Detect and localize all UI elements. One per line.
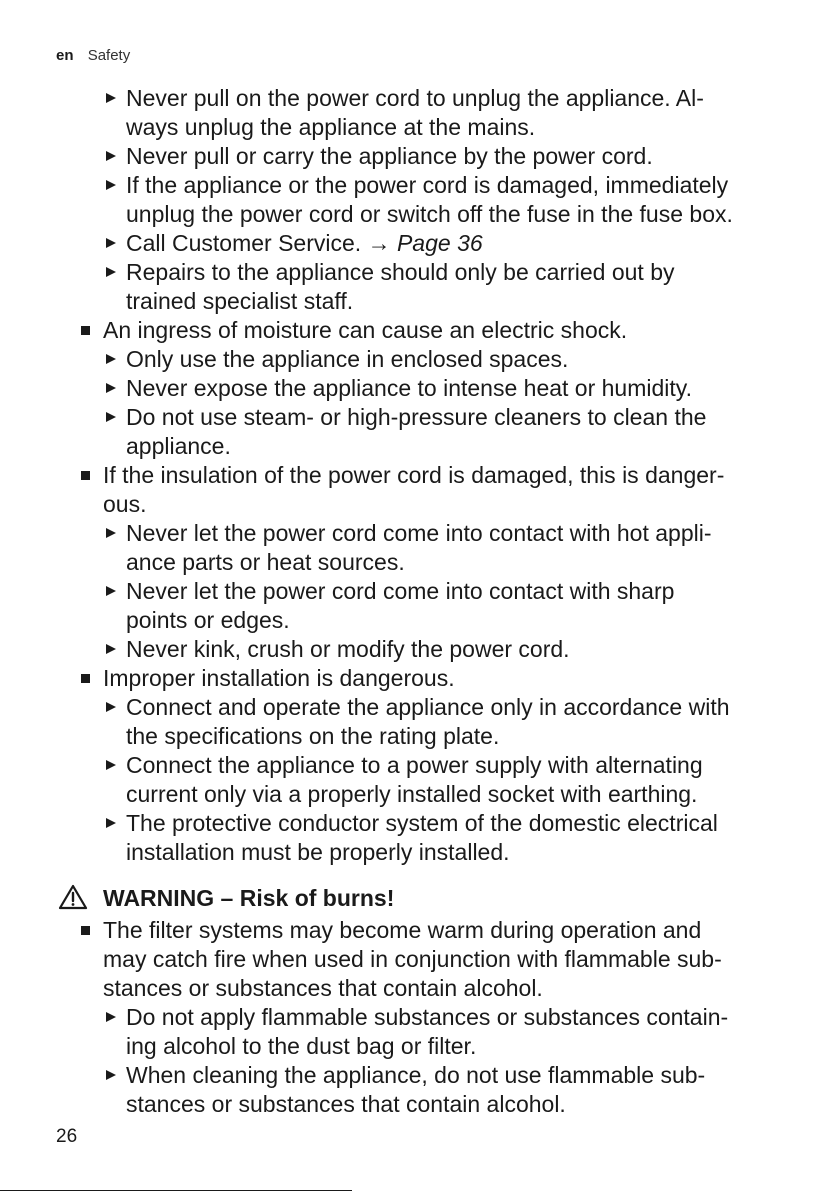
step-arrow-icon xyxy=(106,528,116,538)
step-item xyxy=(0,1003,840,1032)
step-arrow-icon xyxy=(106,93,116,103)
step-item xyxy=(0,229,840,258)
step-item xyxy=(0,635,840,664)
step-text: Never kink, crush or modify the power cord. xyxy=(126,636,570,662)
step-continuation: points or edges. xyxy=(126,607,290,633)
step-text: If the appliance or the power cord is damaged, immediately xyxy=(126,172,729,198)
bullet-square-icon xyxy=(81,926,90,935)
step-arrow-icon xyxy=(106,586,116,596)
section-title: Safety xyxy=(87,47,131,64)
step-arrow-icon xyxy=(106,354,116,364)
bullet-text: Improper installation is dangerous. xyxy=(103,665,455,691)
bullet-item xyxy=(0,461,840,490)
step-text: Do not use steam- or high-pressure cleaners to clean the xyxy=(126,404,707,430)
bullet-continuation: ous. xyxy=(103,491,147,517)
bullet-text: An ingress of moisture can cause an electric shock. xyxy=(103,317,628,343)
step-arrow-icon xyxy=(106,818,116,828)
bullet-text: The filter systems may become warm during operation and xyxy=(103,917,702,943)
step-continuation: trained specialist staff. xyxy=(126,288,354,314)
step-item xyxy=(0,809,840,838)
step-text: Never expose the appliance to intense heat or humidity. xyxy=(126,375,692,401)
step-arrow-icon xyxy=(106,1012,116,1022)
step-arrow-icon xyxy=(106,412,116,422)
step-continuation: ing alcohol to the dust bag or filter. xyxy=(126,1033,477,1059)
step-text: Call Customer Service. → xyxy=(126,230,391,256)
bullet-square-icon xyxy=(81,674,90,683)
safety-content xyxy=(0,84,840,1119)
step-item xyxy=(0,403,840,432)
bullet-item xyxy=(0,664,840,693)
step-item xyxy=(0,345,840,374)
step-item xyxy=(0,142,840,171)
warning-label: WARNING – Risk of burns! xyxy=(103,885,395,911)
step-text: When cleaning the appliance, do not use flammable sub- xyxy=(126,1062,706,1088)
step-arrow-icon xyxy=(106,267,116,277)
step-arrow-icon xyxy=(106,151,116,161)
step-arrow-icon xyxy=(106,383,116,393)
step-arrow-icon xyxy=(106,180,116,190)
step-text: Never pull or carry the appliance by the power cord. xyxy=(126,143,653,169)
step-item xyxy=(0,171,840,200)
step-text: Never pull on the power cord to unplug the appliance. Al- xyxy=(126,85,704,111)
step-arrow-icon xyxy=(106,702,116,712)
bullet-square-icon xyxy=(81,471,90,480)
step-continuation: ance parts or heat sources. xyxy=(126,549,405,575)
step-arrow-icon xyxy=(106,760,116,770)
step-continuation: ways unplug the appliance at the mains. xyxy=(126,114,536,140)
step-arrow-icon xyxy=(106,644,116,654)
page-reference-link[interactable]: Page 36 xyxy=(396,230,483,256)
page-number: 26 xyxy=(56,1126,78,1147)
step-item xyxy=(0,577,840,606)
warning-triangle-icon xyxy=(58,884,88,910)
step-item xyxy=(0,258,840,287)
bullet-item xyxy=(0,316,840,345)
bullet-item xyxy=(0,916,840,945)
bullet-continuation: stances or substances that contain alcohol. xyxy=(103,975,543,1001)
step-text: Never let the power cord come into contact with sharp xyxy=(126,578,675,604)
step-continuation: installation must be properly installed. xyxy=(126,839,510,865)
page-header xyxy=(56,47,130,64)
step-continuation: unplug the power cord or switch off the fuse in the fuse box. xyxy=(126,201,733,227)
step-item xyxy=(0,519,840,548)
step-continuation: current only via a properly installed socket with earthing. xyxy=(126,781,698,807)
bullet-continuation: may catch fire when used in conjunction with flammable sub- xyxy=(103,946,722,972)
step-text: The protective conductor system of the domestic electrical xyxy=(126,810,718,836)
step-continuation: the specifications on the rating plate. xyxy=(126,723,500,749)
warning-heading xyxy=(0,882,840,916)
step-item xyxy=(0,374,840,403)
step-item xyxy=(0,84,840,113)
bullet-square-icon xyxy=(81,326,90,335)
step-arrow-icon xyxy=(106,1070,116,1080)
step-arrow-icon xyxy=(106,238,116,248)
step-text: Never let the power cord come into contact with hot appli- xyxy=(126,520,712,546)
language-code: en xyxy=(56,47,74,64)
bullet-text: If the insulation of the power cord is damaged, this is danger- xyxy=(103,462,725,488)
step-text: Connect the appliance to a power supply with alternating xyxy=(126,752,703,778)
step-text: Repairs to the appliance should only be carried out by xyxy=(126,259,675,285)
step-item xyxy=(0,1061,840,1090)
step-text: Connect and operate the appliance only in accordance with xyxy=(126,694,730,720)
step-continuation: stances or substances that contain alcohol. xyxy=(126,1091,566,1117)
step-item xyxy=(0,751,840,780)
step-text: Do not apply flammable substances or substances contain- xyxy=(126,1004,729,1030)
footer-divider xyxy=(0,1190,352,1191)
step-text: Only use the appliance in enclosed spaces. xyxy=(126,346,569,372)
step-item xyxy=(0,693,840,722)
step-continuation: appliance. xyxy=(126,433,231,459)
